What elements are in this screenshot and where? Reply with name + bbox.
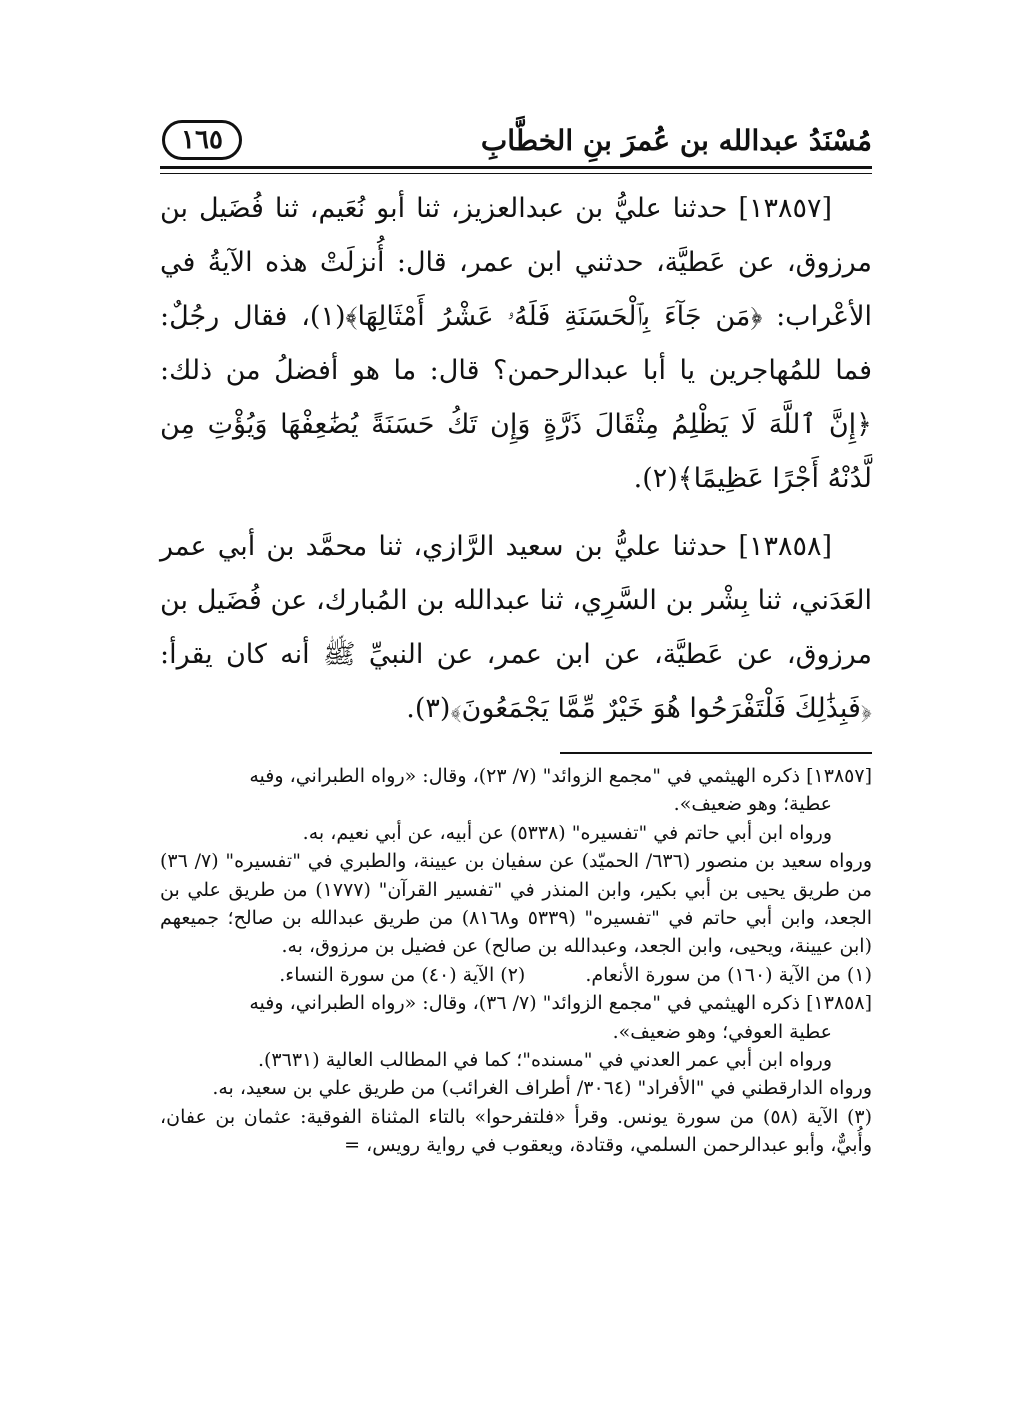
main-text [160,182,872,736]
footnote-13858-line2: عطية العوفي؛ وهو ضعيف». [612,1020,832,1043]
footnote-13858-line3: ورواه ابن أبي عمر العدني في "مسنده"؛ كما في المطالب العالية (٣٦٣١). [257,1049,832,1072]
running-title: مُسْنَدُ عبدالله بن عُمرَ بنِ الخطَّابِ [480,124,872,157]
footnote-3: (٣) الآية (٥٨) من سورة يونس. وقرأ «فلتفرحوا» بالتاء المثناة الفوقية: عثمان بن عفان، وأُبيٌّ، وأبو عبدالرحمن السلمي، وقتادة، ويعقوب في رواية رويس، = [160,1105,873,1157]
page-number: ١٦٥ [162,120,242,160]
page-header [160,118,872,168]
footnote-13857-line3: ورواه ابن أبي حاتم في "تفسيره" (٥٣٣٨) عن أبيه، عن أبي نعيم، به. [302,821,832,844]
hadith-13857: [١٣٨٥٧] حدثنا عليُّ بن عبدالعزيز، ثنا أبو نُعَيم، ثنا فُضَيل بن مرزوق، عن عَطيَّة، حدثني ابن عمر، قال: أُنزلَتْ هذه الآيةُ في الأعْراب: ﴿مَن جَآءَ بِٱلْحَسَنَةِ فَلَهُۥ عَشْرُ أَمْثَالِهَا﴾(١)، فقال رجُلٌ: فما للمُهاجرين يا أبا عبدالرحمن؟ قال: ما هو أفضلُ من ذلك: ﴿إِنَّ ٱللَّهَ لَا يَظْلِمُ مِثْقَالَ ذَرَّةٍ وَإِن تَكُ حَسَنَةً يُضَٰعِفْهَا وَيُؤْتِ مِن لَّدُنْهُ أَجْرًا عَظِيمًا﴾(٢). [160,193,872,494]
header-rule-thin [160,173,872,174]
hadith-13858: [١٣٨٥٨] حدثنا عليُّ بن سعيد الرَّازي، ثنا محمَّد بن أبي عمر العَدَني، ثنا بِشْر بن السَّرِي، ثنا عبدالله بن المُبارك، عن فُضَيل بن مرزوق، عن عَطيَّة، عن ابن عمر، عن النبيِّ ﷺ أنه كان يقرأ: ﴿فَبِذَٰلِكَ فَلْتَفْرَحُوا هُوَ خَيْرٌ مِّمَّا يَجْمَعُونَ﴾(٣). [160,531,872,724]
footnote-1: (١) من الآية (١٦٠) من سورة الأنعام. [585,963,872,986]
footnote-13858-line4: ورواه الدارقطني في "الأفراد" (٣٠٦٤/ أطراف الغرائب) من طريق علي بن سعيد، به. [212,1077,872,1100]
footnote-separator [560,752,872,754]
footnote-2: (٢) الآية (٤٠) من سورة النساء. [279,963,526,986]
footnote-13857-line1: [١٣٨٥٧] ذكره الهيثمي في "مجمع الزوائد" (٧/ ٢٣)، وقال: «رواه الطبراني، وفيه [249,765,872,787]
footnote-notes-1-2 [160,961,872,989]
footnote-13857-line2: عطية؛ وهو ضعيف». [673,793,832,816]
header-rule-thick [160,166,872,169]
footnotes [160,762,872,1160]
footnote-13857-line4: ورواه سعيد بن منصور (٦٣٦/ الحميّد) عن سفيان بن عيينة، والطبري في "تفسيره" (٧/ ٣٦) من طريق يحيى بن أبي بكير، وابن المنذر في "تفسير القرآن" (١٧٧٧) من طريق علي بن الجعد، وابن أبي حاتم في "تفسيره" (٥٣٣٩ و٨١٦٨) من طريق عبدالله بن صالح؛ جميعهم (ابن عيينة، ويحيى، وابن الجعد، وعبدالله بن صالح) عن فضيل بن مرزوق، به. [160,850,873,958]
footnote-13858-line1: [١٣٨٥٨] ذكره الهيثمي في "مجمع الزوائد" (٧/ ٣٦)، وقال: «رواه الطبراني، وفيه [249,992,872,1015]
